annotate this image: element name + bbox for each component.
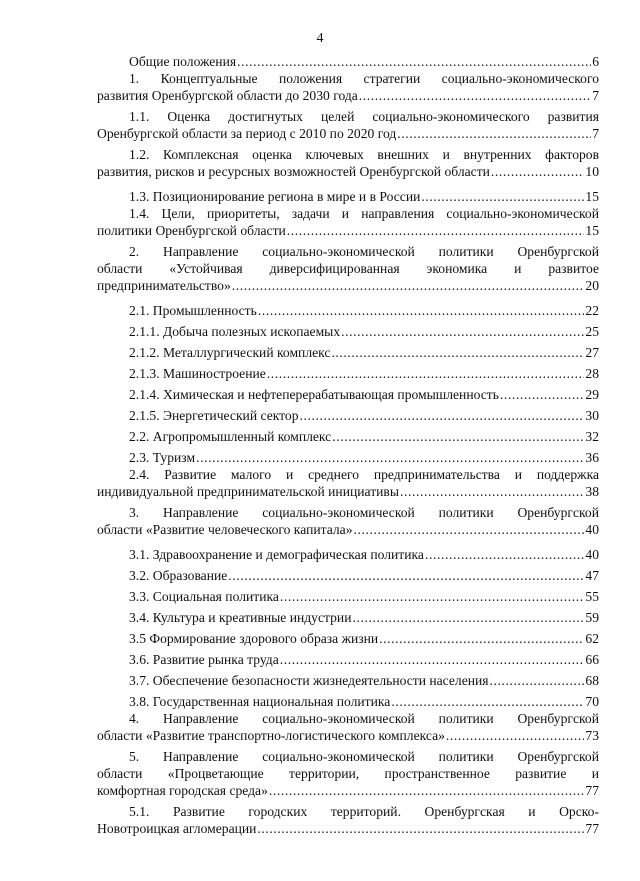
dot-leader: [237, 53, 591, 70]
table-of-contents: [97, 49, 599, 841]
toc-entry-page-number: 59: [585, 610, 599, 625]
dot-leader: [400, 483, 584, 500]
dot-leader: [391, 693, 584, 710]
dot-leader: [341, 323, 584, 340]
toc-entry-title: 2.1.4. Химическая и нефтеперерабатывающая промышленность: [129, 387, 499, 402]
dot-leader: [359, 87, 591, 104]
toc-entry-title-line: области «Устойчивая диверсифицированная экономика и развитое: [97, 261, 599, 276]
toc-entry-title-line: 5. Направление социально-экономической политики Оренбургской: [129, 749, 599, 764]
toc-entry-title: 1.3. Позиционирование региона в мире и в России: [129, 189, 421, 204]
toc-entry-title-line: 2. Направление социально-экономической политики Оренбургской: [129, 244, 599, 259]
toc-entry[interactable]: [97, 146, 599, 180]
dot-leader: [379, 630, 584, 647]
toc-entry-page-number: 38: [585, 484, 599, 499]
dot-leader: [257, 820, 584, 837]
toc-entry-title: индивидуальной предпринимательской инициативы: [97, 484, 399, 499]
toc-entry[interactable]: [97, 243, 599, 294]
toc-entry[interactable]: [97, 108, 599, 142]
dot-leader: [280, 651, 585, 668]
toc-entry-page-number: 27: [585, 345, 599, 360]
dot-leader: [354, 521, 585, 538]
toc-entry-page-number: 40: [585, 522, 599, 537]
toc-entry[interactable]: [97, 689, 599, 710]
toc-entry[interactable]: [97, 504, 599, 538]
toc-entry-page-number: 47: [585, 568, 599, 583]
toc-entry-page-number: 6: [592, 54, 599, 69]
toc-entry[interactable]: [97, 382, 599, 403]
toc-entry[interactable]: [97, 803, 599, 837]
dot-leader: [421, 188, 584, 205]
dot-leader: [267, 365, 585, 382]
toc-entry[interactable]: [97, 184, 599, 205]
toc-entry-title: 3.6. Развитие рынка труда: [129, 652, 279, 667]
toc-entry-title-line: 1.4. Цели, приоритеты, задачи и направления социально-экономической: [129, 206, 599, 221]
toc-entry-page-number: 25: [585, 324, 599, 339]
toc-entry[interactable]: [97, 647, 599, 668]
toc-entry-title: 2.1.1. Добыча полезных ископаемых: [129, 324, 341, 339]
toc-entry[interactable]: [97, 748, 599, 799]
toc-entry[interactable]: [97, 205, 599, 239]
toc-entry[interactable]: [97, 319, 599, 340]
toc-entry-title: развития, рисков и ресурсных возможностей Оренбургской области: [97, 164, 490, 179]
toc-entry[interactable]: [97, 466, 599, 500]
dot-leader: [280, 588, 585, 605]
toc-entry-title-line: 1.1. Оценка достигнутых целей социально-экономического развития: [129, 109, 599, 124]
toc-entry-title: 2.1.5. Энергетический сектор: [129, 408, 299, 423]
toc-entry-title: 3.2. Образование: [129, 568, 228, 583]
dot-leader: [332, 428, 584, 445]
toc-entry[interactable]: [97, 361, 599, 382]
dot-leader: [258, 302, 585, 319]
toc-entry-page-number: 10: [585, 164, 599, 179]
toc-entry-page-number: 77: [585, 821, 599, 836]
toc-entry-page-number: 7: [592, 126, 599, 141]
dot-leader: [196, 449, 584, 466]
dot-leader: [228, 567, 584, 584]
toc-entry-title-line: области «Процветающие территории, пространственное развитие и: [97, 766, 599, 781]
toc-entry[interactable]: [97, 668, 599, 689]
toc-entry[interactable]: [97, 605, 599, 626]
toc-entry-title: 3.3. Социальная политика: [129, 589, 279, 604]
toc-entry-title: политики Оренбургской области: [97, 223, 286, 238]
toc-entry-title: 2.1. Промышленность: [129, 303, 257, 318]
toc-entry[interactable]: [97, 340, 599, 361]
toc-entry-page-number: 32: [585, 429, 599, 444]
toc-entry-page-number: 73: [585, 728, 599, 743]
dot-leader: [287, 222, 585, 239]
dot-leader: [397, 125, 591, 142]
toc-entry-title: предпринимательство»: [97, 278, 231, 293]
toc-entry-page-number: 40: [585, 547, 599, 562]
toc-entry-title: Общие положения: [129, 54, 237, 69]
toc-entry-page-number: 29: [585, 387, 599, 402]
toc-entry-title: области «Развитие человеческого капитала»: [97, 522, 353, 537]
page-number: 4: [316, 31, 324, 46]
toc-entry[interactable]: [97, 49, 599, 70]
toc-entry-title: области «Развитие транспортно-логистического комплекса»: [97, 728, 445, 743]
toc-entry-page-number: 15: [585, 223, 599, 238]
toc-entry-title: 3.8. Государственная национальная политика: [129, 694, 391, 709]
toc-entry-title: 2.1.3. Машиностроение: [129, 366, 266, 381]
toc-entry-page-number: 30: [585, 408, 599, 423]
toc-entry-title-line: 3. Направление социально-экономической политики Оренбургской: [129, 505, 599, 520]
toc-entry[interactable]: [97, 424, 599, 445]
dot-leader: [331, 344, 584, 361]
dot-leader: [232, 277, 585, 294]
toc-entry-page-number: 68: [585, 673, 599, 688]
toc-entry-title: 3.7. Обеспечение безопасности жизнедеятельности населения: [129, 673, 489, 688]
toc-entry-page-number: 22: [585, 303, 599, 318]
toc-entry-page-number: 15: [585, 189, 599, 204]
toc-entry-title: развития Оренбургской области до 2030 года: [97, 88, 358, 103]
toc-entry-page-number: 55: [585, 589, 599, 604]
toc-entry-title: Новотроицкая агломерации: [97, 821, 257, 836]
toc-entry[interactable]: [97, 70, 599, 104]
dot-leader: [491, 163, 584, 180]
dot-leader: [490, 672, 585, 689]
dot-leader: [425, 546, 584, 563]
toc-entry-title: 3.5 Формирование здорового образа жизни: [129, 631, 379, 646]
toc-entry[interactable]: [97, 403, 599, 424]
dot-leader: [446, 727, 584, 744]
toc-entry-page-number: 36: [585, 450, 599, 465]
toc-entry-page-number: 77: [585, 783, 599, 798]
dot-leader: [269, 782, 585, 799]
toc-entry-title: 2.1.2. Металлургический комплекс: [129, 345, 331, 360]
toc-entry[interactable]: [97, 542, 599, 563]
toc-entry-title: Оренбургской области за период с 2010 по 2020 год: [97, 126, 397, 141]
toc-entry-title: комфортная городская среда»: [97, 783, 268, 798]
dot-leader: [352, 609, 584, 626]
toc-entry[interactable]: [97, 584, 599, 605]
toc-entry-title-line: 5.1. Развитие городских территорий. Оренбургская и Орско-: [129, 804, 599, 819]
toc-entry-title: 2.2. Агропромышленный комплекс: [129, 429, 332, 444]
toc-entry[interactable]: [97, 563, 599, 584]
toc-entry-title: 3.1. Здравоохранение и демографическая политика: [129, 547, 424, 562]
toc-entry[interactable]: [97, 710, 599, 744]
toc-entry-title-line: 1. Концептуальные положения стратегии социально-экономического: [129, 71, 599, 86]
toc-entry-title-line: 2.4. Развитие малого и среднего предпринимательства и поддержка: [129, 467, 599, 482]
toc-entry[interactable]: [97, 298, 599, 319]
toc-entry-page-number: 66: [585, 652, 599, 667]
toc-entry-title-line: 1.2. Комплексная оценка ключевых внешних и внутренних факторов: [129, 147, 599, 162]
toc-entry-page-number: 28: [585, 366, 599, 381]
toc-entry[interactable]: [97, 445, 599, 466]
dot-leader: [300, 407, 585, 424]
toc-entry-title: 2.3. Туризм: [129, 450, 196, 465]
toc-entry[interactable]: [97, 626, 599, 647]
toc-entry-title-line: 4. Направление социально-экономической политики Оренбургской: [129, 711, 599, 726]
toc-entry-page-number: 20: [585, 278, 599, 293]
toc-entry-page-number: 7: [592, 88, 599, 103]
dot-leader: [500, 386, 584, 403]
toc-entry-page-number: 70: [585, 694, 599, 709]
toc-entry-page-number: 62: [585, 631, 599, 646]
toc-entry-title: 3.4. Культура и креативные индустрии: [129, 610, 352, 625]
